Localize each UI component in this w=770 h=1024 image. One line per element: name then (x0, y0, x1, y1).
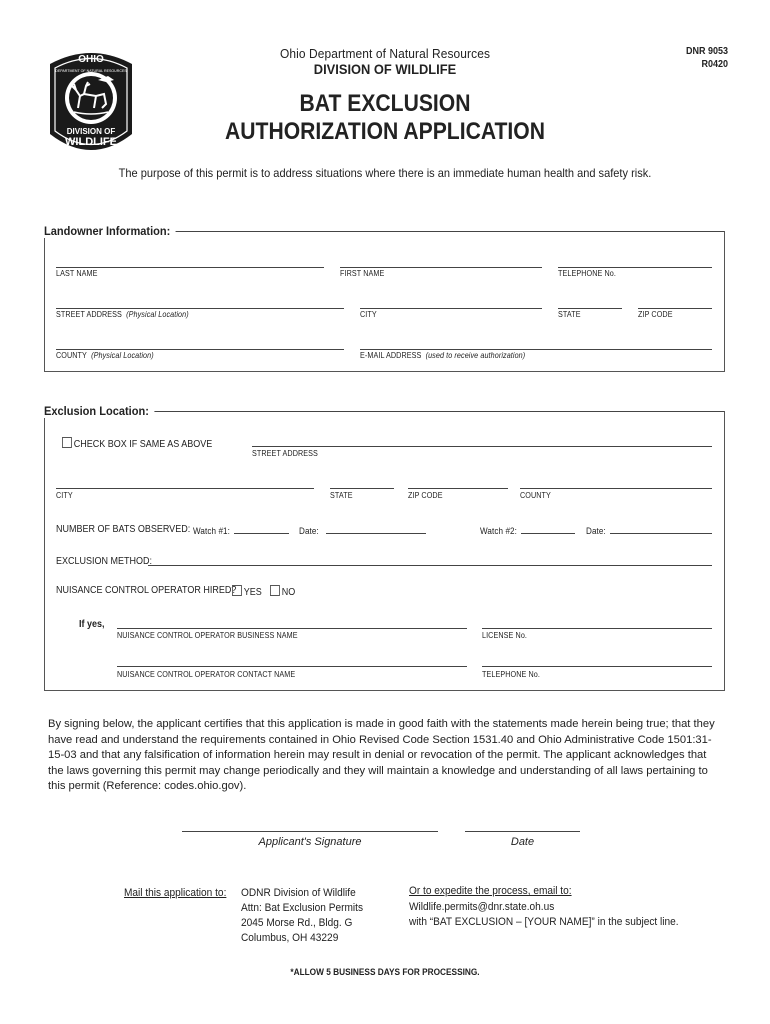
email-expedite-label: Or to expedite the process, email to: (409, 885, 572, 897)
same-as-above-checkbox[interactable] (62, 437, 72, 448)
telephone-label: TELEPHONE No. (558, 269, 616, 278)
watch1-label: Watch #1: (193, 526, 230, 536)
form-revision: R0420 (701, 59, 728, 70)
first-name-label: FIRST NAME (340, 269, 385, 278)
processing-notice: *ALLOW 5 BUSINESS DAYS FOR PROCESSING. (290, 967, 480, 977)
city-field[interactable] (360, 308, 542, 309)
title-line-1: BAT EXCLUSION (299, 90, 471, 117)
mail-line-4: Columbus, OH 43229 (241, 932, 339, 944)
county-label-text: COUNTY (56, 351, 87, 360)
exclusion-top-rule (145, 411, 724, 412)
email-field[interactable] (360, 349, 712, 350)
first-name-field[interactable] (340, 267, 542, 268)
nco-contact-field[interactable] (117, 666, 467, 667)
exclusion-city-label: CITY (56, 491, 73, 500)
nco-business-label: NUISANCE CONTROL OPERATOR BUSINESS NAME (117, 631, 298, 640)
exclusion-county-label: COUNTY (520, 491, 551, 500)
exclusion-city-field[interactable] (56, 488, 314, 489)
certification-text: By signing below, the applicant certifies that this application is made in good faith with the statements made herein being true; that they have read and understand the requirements contained in Ohio Revised Code Section 1531.40 and Ohio Administrative Code 1501:31-15-03 and that any falsification of information herein may result in denial or revocation of the permit. The applicant acknowledges that the laws governing this permit may change periodically and they will maintain a knowledge and understanding of all laws pertaining to this permit (Reference: codes.ohio.gov). (48, 718, 715, 792)
nco-license-label: LICENSE No. (482, 631, 528, 640)
watch1-field[interactable] (234, 533, 289, 534)
same-as-above-label: CHECK BOX IF SAME AS ABOVE (73, 439, 213, 450)
exclusion-state-field[interactable] (330, 488, 394, 489)
exclusion-zip-label: ZIP CODE (408, 491, 443, 500)
form-number: DNR 9053 (685, 46, 728, 57)
state-field[interactable] (558, 308, 622, 309)
street-address-label (56, 310, 189, 319)
mail-label: Mail this application to: (124, 887, 227, 899)
landowner-section-title: Landowner Information: (44, 224, 176, 238)
telephone-field[interactable] (558, 267, 712, 268)
title-line-2: AUTHORIZATION APPLICATION (225, 118, 545, 145)
if-yes-label: If yes, (79, 619, 105, 630)
mail-line-1: ODNR Division of Wildlife (241, 887, 356, 899)
email-note: (used to receive authorization) (425, 351, 526, 360)
email-label (360, 351, 525, 360)
nco-yes-option[interactable] (232, 585, 262, 598)
date2-field[interactable] (610, 533, 712, 534)
landowner-top-rule (170, 231, 724, 232)
street-address-label-text: STREET ADDRESS (56, 310, 122, 319)
form-title (46, 90, 724, 146)
form-id (674, 45, 728, 71)
division-name: DIVISION OF WILDLIFE (313, 61, 457, 77)
nco-contact-label: NUISANCE CONTROL OPERATOR CONTACT NAME (117, 670, 296, 679)
exclusion-method-field[interactable] (148, 565, 712, 566)
exclusion-method-label: EXCLUSION METHOD: (56, 556, 153, 567)
nco-yes-checkbox[interactable] (232, 585, 242, 596)
date2-label: Date: (586, 526, 606, 536)
exclusion-street-label: STREET ADDRESS (252, 449, 318, 458)
watch2-label: Watch #2: (480, 526, 517, 536)
logo-division-text: DIVISION OF (66, 127, 116, 136)
street-address-note: (Physical Location) (126, 310, 189, 319)
exclusion-street-field[interactable] (252, 446, 712, 447)
last-name-label: LAST NAME (56, 269, 98, 278)
exclusion-county-field[interactable] (520, 488, 712, 489)
date1-label: Date: (299, 526, 319, 536)
email-address-link[interactable]: Wildlife.permits@dnr.state.oh.us (409, 901, 555, 913)
exclusion-zip-field[interactable] (408, 488, 508, 489)
nco-telephone-field[interactable] (482, 666, 712, 667)
last-name-field[interactable] (56, 267, 324, 268)
mail-line-2: Attn: Bat Exclusion Permits (241, 902, 364, 914)
email-instructions (409, 884, 679, 930)
purpose-statement: The purpose of this permit is to address situations where there is an immediate human health and safety risk. (118, 166, 652, 180)
zip-field[interactable] (638, 308, 712, 309)
same-as-above-option[interactable] (62, 437, 212, 450)
exclusion-state-label: STATE (330, 491, 353, 500)
nco-no-checkbox[interactable] (270, 585, 280, 596)
county-note: (Physical Location) (91, 351, 154, 360)
email-label-text: E-MAIL ADDRESS (360, 351, 422, 360)
mail-line-3: 2045 Morse Rd., Bldg. G (241, 917, 353, 929)
watch2-field[interactable] (521, 533, 575, 534)
nco-no-option[interactable] (270, 585, 295, 598)
email-subject-instruction: with “BAT EXCLUSION – [YOUR NAME]” in the subject line. (409, 916, 679, 928)
logo-wildlife-text: WILDLIFE (65, 136, 117, 148)
applicant-signature-field[interactable] (182, 831, 438, 832)
county-field[interactable] (56, 349, 344, 350)
nco-hired-label: NUISANCE CONTROL OPERATOR HIRED? (56, 585, 237, 596)
exclusion-section-box (44, 411, 725, 691)
state-label: STATE (558, 310, 581, 319)
city-label: CITY (360, 310, 377, 319)
exclusion-section-title: Exclusion Location: (44, 404, 154, 418)
bats-observed-label: NUMBER OF BATS OBSERVED: (56, 524, 191, 535)
nco-telephone-label: TELEPHONE No. (482, 670, 540, 679)
signature-date-label: Date (510, 836, 535, 848)
county-label (56, 351, 154, 360)
nco-license-field[interactable] (482, 628, 712, 629)
logo-ring-text: DEPARTMENT OF NATURAL RESOURCES (55, 69, 127, 73)
signature-date-field[interactable] (465, 831, 580, 832)
nco-yes-label: YES (243, 587, 262, 598)
nco-no-label: NO (281, 587, 296, 598)
logo-state-text: OHIO (78, 54, 104, 65)
date1-field[interactable] (326, 533, 426, 534)
zip-label: ZIP CODE (638, 310, 673, 319)
mail-address (241, 886, 363, 946)
department-name: Ohio Department of Natural Resources (279, 46, 491, 61)
street-address-field[interactable] (56, 308, 344, 309)
applicant-signature-label: Applicant's Signature (258, 836, 362, 848)
nco-business-field[interactable] (117, 628, 467, 629)
